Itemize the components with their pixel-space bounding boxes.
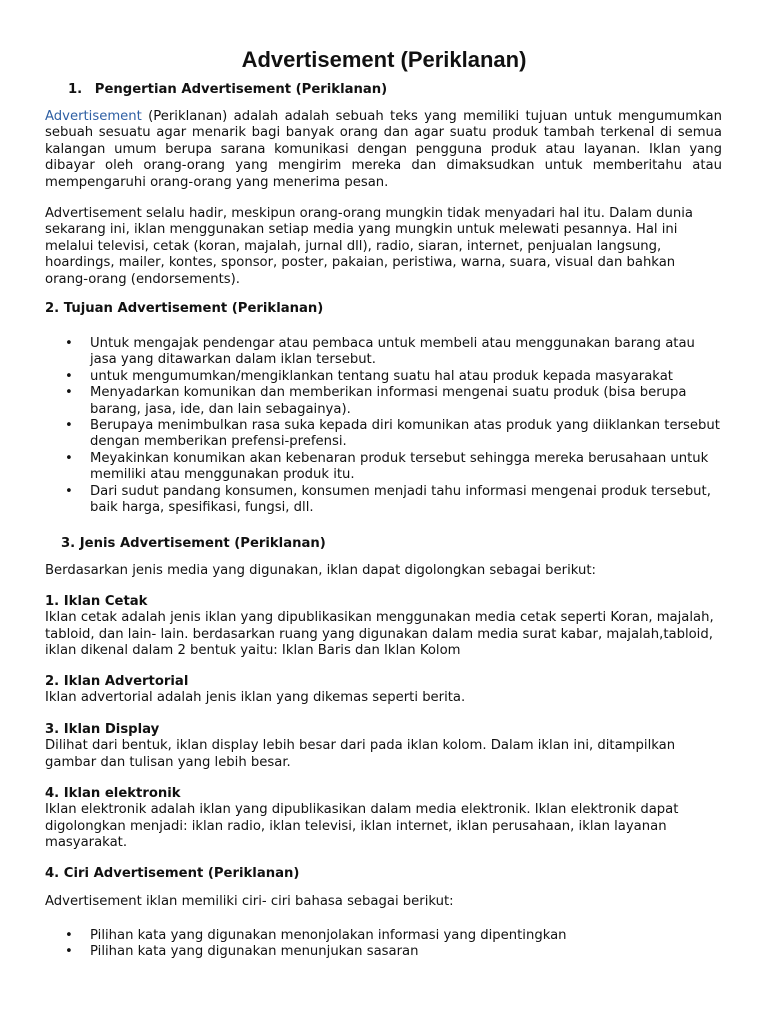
list-item: • Dari sudut pandang konsumen, konsumen menjadi tahu informasi mengenai produk tersebut, baik harga, spesifikasi, fungsi, dll. [65, 483, 711, 516]
bullet-icon: • [65, 450, 73, 466]
list-item: • Menyadarkan komunikan dan memberikan informasi mengenai suatu produk (bisa berupa barang, jasa, ide, dan lain sebagainya). [65, 385, 687, 417]
bullet-icon: • [65, 385, 73, 401]
ad-type-title: 1. Iklan Cetak [45, 594, 148, 609]
list-item: • Pilihan kata yang digunakan menonjolakan informasi yang dipentingkan [65, 928, 567, 943]
section-3-intro: Berdasarkan jenis media yang digunakan, iklan dapat digolongkan sebagai berikut: [45, 563, 596, 578]
list-item: • Berupaya menimbulkan rasa suka kepada diri komunikan atas produk yang diiklankan tersebut dengan memberikan prefensi-prefensi. [65, 418, 720, 450]
section-1-paragraph-1-text: (Periklanan) adalah adalah sebuah teks yang memiliki tujuan untuk mengumumkan sebuah sesuatu agar menarik bagi banyak orang dan agar suatu produk tambah terkenal di semua kalangan umum berupa sarana komunikasi dengan pengguna produk atau layanan. Iklan yang dibayar oleh orang-orang yang mengirim mereka dan dimaksudkan untuk memberitahu atau mempengaruhi orang-orang yang menerima pesan. [45, 109, 722, 190]
list-item: • Pilihan kata yang digunakan menunjukan sasaran [65, 944, 419, 960]
ad-type-text: Iklan advertorial adalah jenis iklan yang dikemas seperti berita. [45, 690, 466, 706]
section-4-intro: Advertisement iklan memiliki ciri- ciri bahasa sebagai berikut: [45, 894, 454, 909]
section-2-list [45, 336, 722, 516]
section-2-heading: 2. Tujuan Advertisement (Periklanan) [45, 301, 324, 316]
list-item: • untuk mengumumkan/mengiklankan tentang suatu hal atau produk kepada masyarakat [65, 368, 673, 384]
section-4-heading: 4. Ciri Advertisement (Periklanan) [45, 866, 300, 881]
section-1-number: 1. [68, 82, 83, 97]
bullet-icon: • [65, 928, 73, 943]
document-title: Advertisement (Periklanan) [241, 47, 527, 72]
ad-type-text: Iklan elektronik adalah iklan yang dipublikasikan dalam media elektronik. Iklan elektronik dapat digolongkan menjadi: iklan radio, iklan televisi, iklan internet, iklan perusahaan, iklan layanan masyarakat. [45, 802, 679, 851]
ad-type-elektronik [45, 786, 722, 852]
ad-type-advertorial [45, 674, 722, 707]
ad-type-title: 4. Iklan elektronik [45, 786, 181, 801]
section-4-list [45, 928, 722, 961]
bullet-icon: • [65, 944, 73, 960]
ad-type-title: 2. Iklan Advertorial [45, 674, 189, 689]
list-item: • Untuk mengajak pendengar atau pembaca untuk membeli atau menggunakan barang atau jasa yang ditawarkan dalam iklan tersebut. [65, 336, 695, 368]
section-1-heading [68, 82, 387, 98]
ad-type-display [45, 722, 722, 771]
section-1-paragraph-2: Advertisement selalu hadir, meskipun orang-orang mungkin tidak menyadari hal itu. Dalam dunia sekarang ini, iklan menggunakan setiap media yang mungkin untuk melewati pesannya. Hal ini melalui televisi, cetak (koran, majalah, jurnal dll), radio, siaran, internet, penjualan langsung, hoardings, mailer, kontes, sponsor, poster, pakaian, peristiwa, warna, suara, visual dan bahkan orang-orang (endorsements). [45, 206, 693, 287]
bullet-icon: • [65, 336, 73, 351]
ad-type-title: 3. Iklan Display [45, 722, 160, 737]
list-item: • Meyakinkan konumikan akan kebenaran produk tersebut sehingga mereka berusahaan untuk memiliki atau menggunakan produk itu. [65, 450, 709, 483]
bullet-icon: • [65, 418, 73, 434]
section-1-paragraph-1 [45, 109, 722, 191]
bullet-icon: • [65, 483, 73, 499]
ad-type-text: Iklan cetak adalah jenis iklan yang dipublikasikan menggunakan media cetak seperti Koran, majalah, tabloid, dan lain- lain. berdasarkan ruang yang digunakan dalam media surat kabar, majalah,tabloid, iklan dikenal dalam 2 bentuk yaitu: Iklan Baris dan Iklan Kolom [45, 610, 714, 659]
section-3-heading: 3. Jenis Advertisement (Periklanan) [61, 536, 326, 551]
advertisement-link[interactable]: Advertisement [45, 109, 142, 124]
section-1-title: Pengertian Advertisement (Periklanan) [94, 82, 388, 97]
ad-type-cetak [45, 594, 722, 660]
bullet-icon: • [65, 368, 73, 384]
ad-type-text: Dilihat dari bentuk, iklan display lebih besar dari pada iklan kolom. Dalam iklan ini, ditampilkan gambar dan tulisan yang lebih besar. [45, 738, 676, 770]
